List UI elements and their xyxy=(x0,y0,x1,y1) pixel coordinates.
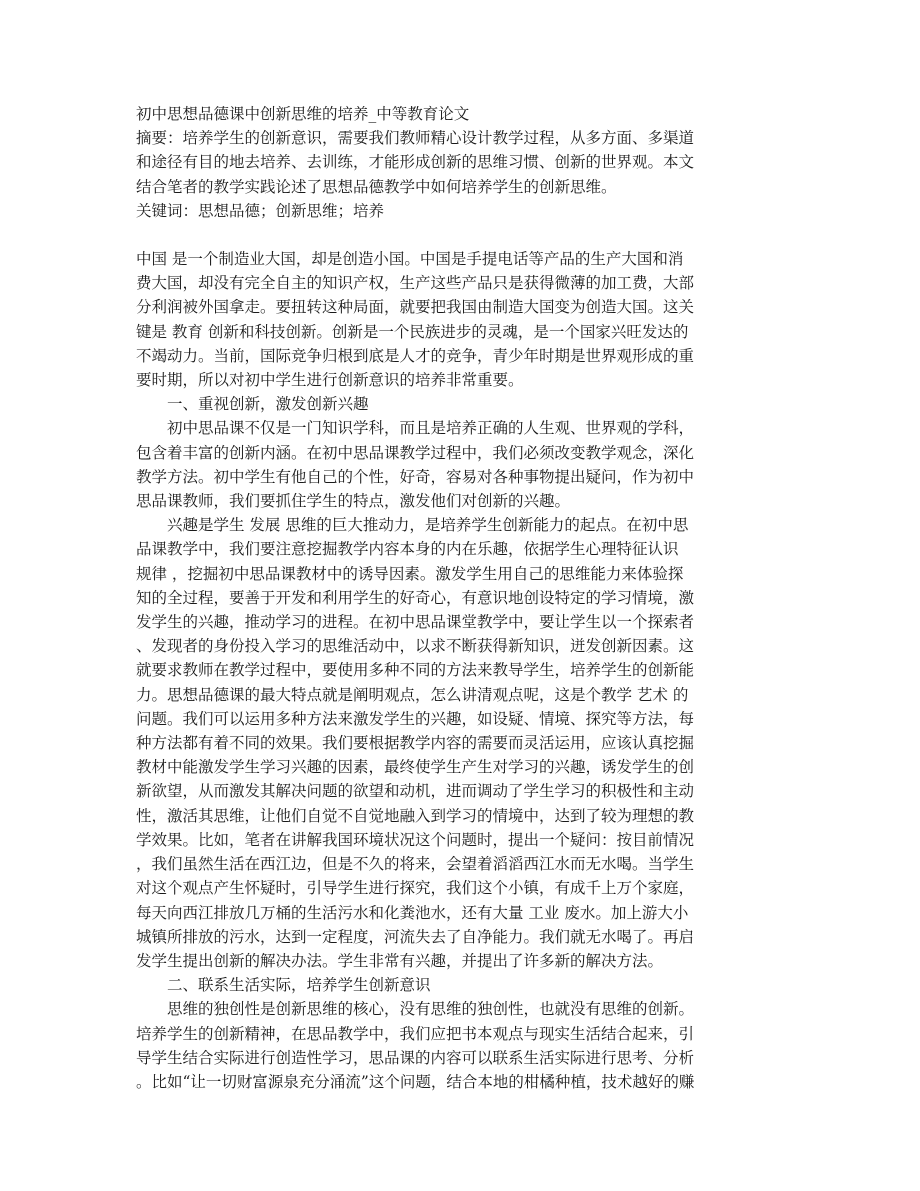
paragraph-line: 每天向西江排放几万桶的生活污水和化粪池水，还有大量 工业 废水。加上游大小 xyxy=(136,903,689,922)
paragraph-line: 费大国，却没有完全自主的知识产权，生产这些产品只是获得微薄的加工费，大部 xyxy=(136,274,695,293)
paragraph-line: 。比如“让一切财富源泉充分涌流”这个问题，结合本地的柑橘种植，技术越好的赚 xyxy=(136,1072,695,1091)
paragraph-line: 初中思品课不仅是一门知识学科，而且是培养正确的人生观、世界观的学科， xyxy=(167,419,695,438)
section1-paragraph-1 xyxy=(136,416,786,513)
paragraph-line: 发学生的兴趣，推动学习的进程。在初中思品课堂教学中，要让学生以一个探索者 xyxy=(136,613,695,632)
section1-paragraph-2 xyxy=(136,513,786,973)
section-heading: 一、重视创新，激发创新兴趣 xyxy=(167,395,369,414)
abstract-line: 和途径有目的地去培养、去训练，才能形成创新的思维习惯、创新的世界观。本文 xyxy=(136,153,695,172)
paragraph-line: 品课教学中，我们要注意挖掘教学内容本身的内在乐趣，依据学生心理特征认识 xyxy=(136,540,679,559)
keywords: 关键词：思想品德；创新思维；培养 xyxy=(136,201,385,220)
paragraph-line: 力。思想品德课的最大特点就是阐明观点，怎么讲清观点呢，这是个教学 艺术 的 xyxy=(136,685,689,704)
paragraph-line: 教材中能激发学生学习兴趣的因素，最终使学生产生对学习的兴趣，诱发学生的创 xyxy=(136,758,695,777)
paragraph-line: 思品课教师，我们要抓住学生的特点，激发他们对创新的兴趣。 xyxy=(136,492,571,511)
paragraph-line: 分利润被外国拿走。要扭转这种局面，就要把我国由制造大国变为创造大国。这关 xyxy=(136,298,695,317)
blank-line xyxy=(136,223,786,247)
paragraph-line: 对这个观点产生怀疑时，引导学生进行探究，我们这个小镇，有成千上万个家庭， xyxy=(136,879,695,898)
intro-paragraph xyxy=(136,247,786,392)
paragraph-line: 学效果。比如，笔者在讲解我国环境状况这个问题时，提出一个疑问：按目前情况 xyxy=(136,830,695,849)
paragraph-line: 问题。我们可以运用多种方法来激发学生的兴趣，如设疑、情境、探究等方法，每 xyxy=(136,709,695,728)
paragraph-line: 键是 教育 创新和科技创新。创新是一个民族进步的灵魂，是一个国家兴旺发达的 xyxy=(136,322,689,341)
paragraph-line: 规律 ，挖掘初中思品课教材中的诱导因素。激发学生用自己的思维能力来体验探 xyxy=(136,564,684,583)
paragraph-line: 兴趣是学生 发展 思维的巨大推动力，是培养学生创新能力的起点。在初中思 xyxy=(167,516,689,535)
paragraph-line: 城镇所排放的污水，达到一定程度，河流失去了自净能力。我们就无水喝了。再启 xyxy=(136,927,695,946)
abstract-line: 结合笔者的教学实践论述了思想品德教学中如何培养学生的创新思维。 xyxy=(136,177,617,196)
paragraph-line: 中国 是一个制造业大国，却是创造小国。中国是手提电话等产品的生产大国和消 xyxy=(136,250,684,269)
paragraph-line: 、发现者的身份投入学习的思维活动中，以求不断获得新知识，迸发创新因素。这 xyxy=(136,637,695,656)
paragraph-line: 培养学生的创新精神，在思品教学中，我们应把书本观点与现实生活结合起来，引 xyxy=(136,1024,695,1043)
paragraph-line: ，我们虽然生活在西江边，但是不久的将来，会望着滔滔西江水而无水喝。当学生 xyxy=(136,855,695,874)
paragraph-line: 种方法都有着不同的效果。我们要根据教学内容的需要而灵活运用，应该认真挖掘 xyxy=(136,734,695,753)
paragraph-line: 不竭动力。当前，国际竞争归根到底是人才的竞争，青少年时期是世界观形成的重 xyxy=(136,346,695,365)
paragraph-line: 思维的独创性是创新思维的核心，没有思维的独创性，也就没有思维的创新。 xyxy=(167,1000,695,1019)
paragraph-line: 导学生结合实际进行创造性学习，思品课的内容可以联系生活实际进行思考、分析 xyxy=(136,1048,695,1067)
abstract xyxy=(136,126,786,199)
document-title: 初中思想品德课中创新思维的培养_中等教育论文 xyxy=(136,105,470,123)
paragraph-line: 发学生提出创新的解决办法。学生非常有兴趣，并提出了许多新的解决方法。 xyxy=(136,951,664,970)
abstract-line: 摘要：培养学生的创新意识，需要我们教师精心设计教学过程，从多方面、多渠道 xyxy=(136,129,695,148)
paragraph-line: 性，激活其思维，让他们自觉不自觉地融入到学习的情境中，达到了较为理想的教 xyxy=(136,806,695,825)
section-heading: 二、联系生活实际，培养学生创新意识 xyxy=(167,976,431,995)
document-page xyxy=(136,102,786,1094)
paragraph-line: 要时期，所以对初中学生进行创新意识的培养非常重要。 xyxy=(136,371,524,390)
section2-paragraph-1 xyxy=(136,997,786,1094)
paragraph-line: 新欲望，从而激发其解决问题的欲望和动机，进而调动了学生学习的积极性和主动 xyxy=(136,782,695,801)
paragraph-line: 知的全过程，要善于开发和利用学生的好奇心，有意识地创设特定的学习情境，激 xyxy=(136,588,695,607)
paragraph-line: 教学方法。初中学生有他自己的个性，好奇，容易对各种事物提出疑问，作为初中 xyxy=(136,467,695,486)
paragraph-line: 就要求教师在教学过程中，要使用多种不同的方法来教导学生，培养学生的创新能 xyxy=(136,661,695,680)
paragraph-line: 包含着丰富的创新内涵。在初中思品课教学过程中，我们必须改变教学观念，深化 xyxy=(136,443,695,462)
